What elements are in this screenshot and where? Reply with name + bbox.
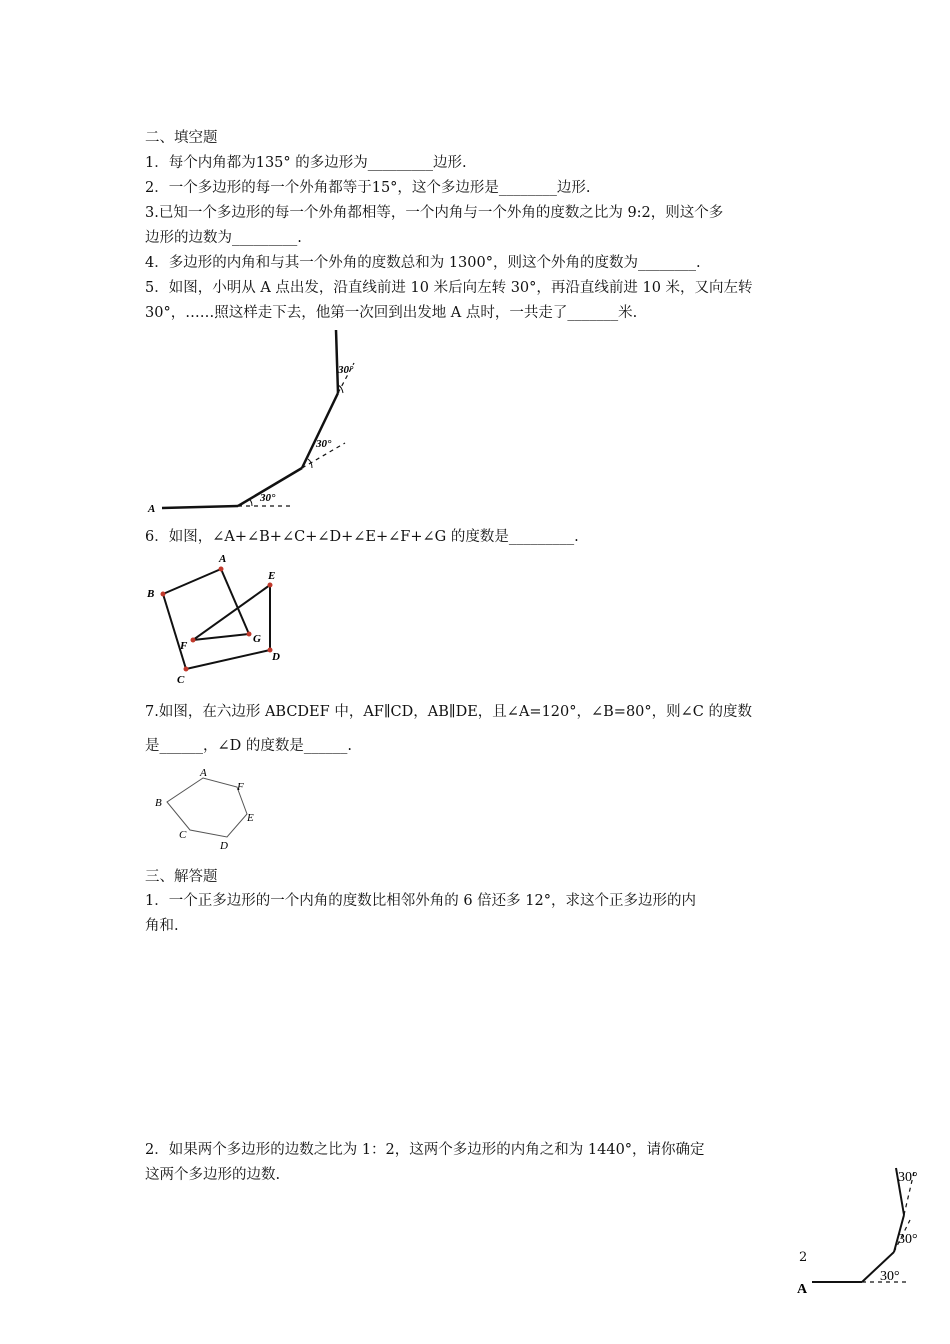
question-2-4: 4．多边形的内角和与其一个外角的度数总和为 1300°，则这个外角的度数为________. [145, 255, 701, 271]
question-3-1-line2: 角和. [145, 918, 179, 934]
question-2-5-line2: 30°，……照这样走下去，他第一次回到出发地 A 点时，一共走了_______米. [145, 305, 638, 321]
question-2-3-line2: 边形的边数为_________. [145, 230, 302, 246]
fig6-label-a: A [219, 553, 227, 565]
fig5-label-a: A [148, 503, 156, 515]
fig6-label-b: B [147, 588, 155, 600]
corner-angle-1: 30° [880, 1269, 900, 1284]
corner-angle-3: 30° [898, 1170, 918, 1185]
question-3-1-line1: 1．一个正多边形的一个内角的度数比相邻外角的 6 倍还多 12°，求这个正多边形的内 [145, 893, 696, 909]
fig5-angle-2: 30° [316, 438, 332, 450]
question-2-5-line1: 5．如图，小明从 A 点出发，沿直线前进 10 米后向左转 30°，再沿直线前进 10 米，又向左转 [145, 280, 753, 296]
fig5-angle-3: 30° [338, 364, 354, 376]
figure-walking-path [140, 325, 370, 520]
question-2-7-line1: 7.如图，在六边形 ABCDEF 中，AF∥CD，AB∥DE，且∠A=120°，∠B=80°，则∠C 的度数 [145, 704, 753, 720]
figure-hexagon [145, 762, 275, 857]
fig5-angle-1: 30° [260, 492, 276, 504]
fig7-label-b: B [155, 797, 162, 809]
corner-angle-2: 30° [898, 1232, 918, 1247]
fig7-label-f: F [237, 781, 244, 793]
figure-corner-path [792, 1160, 942, 1300]
question-2-1: 1．每个内角都为135° 的多边形为_________边形. [145, 155, 467, 171]
section-2-heading: 二、填空题 [145, 130, 218, 146]
question-2-3-line1: 3.已知一个多边形的每一个外角都相等，一个内角与一个外角的度数之比为 9:2，则这个多 [145, 205, 724, 221]
fig6-label-g: G [253, 633, 261, 645]
fig6-label-f: F [180, 640, 188, 652]
fig6-label-e: E [268, 570, 276, 582]
fig7-label-e: E [247, 812, 254, 824]
fig6-label-c: C [177, 674, 185, 685]
fig7-label-c: C [179, 829, 187, 841]
question-2-2: 2．一个多边形的每一个外角都等于15°，这个多边形是________边形. [145, 180, 591, 196]
page-number: 2 [799, 1250, 808, 1265]
corner-label-a: A [797, 1282, 808, 1297]
figure-star-shape [140, 550, 300, 685]
fig6-label-d: D [272, 651, 280, 663]
question-3-2-line2: 这两个多边形的边数. [145, 1167, 281, 1183]
question-3-2-line1: 2．如果两个多边形的边数之比为 1：2，这两个多边形的内角之和为 1440°，请你确定 [145, 1142, 705, 1158]
fig7-label-a: A [200, 767, 207, 779]
section-3-heading: 三、解答题 [145, 869, 218, 885]
question-2-6: 6．如图，∠A+∠B+∠C+∠D+∠E+∠F+∠G 的度数是_________. [145, 529, 579, 545]
question-2-7-line2: 是______，∠D 的度数是______. [145, 738, 352, 754]
fig7-label-d: D [220, 840, 228, 852]
